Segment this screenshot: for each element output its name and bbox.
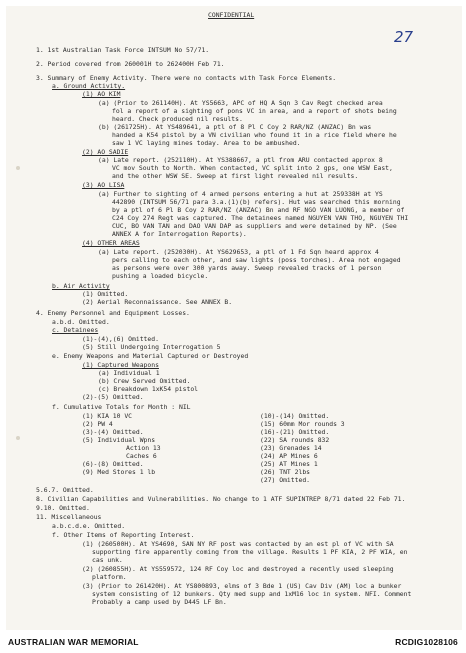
handwritten-page-number: 27 (394, 28, 414, 46)
punch-hole (16, 166, 20, 170)
text-line: (6)-(8) Omitted. (82, 460, 144, 468)
document-page (6, 6, 462, 630)
text-line: Probably a camp used by D445 LF Bn. (92, 598, 227, 606)
text-line: supporting fire apparently coming from the village. Results 1 PF KIA, 2 PF WIA, en (92, 548, 408, 556)
text-line: (b) (261725H). At YS489641, a ptl of 8 Pl C Coy 2 RAR/NZ (ANZAC) Bn was (98, 123, 372, 131)
text-line: 3. Summary of Enemy Activity. There were no contacts with Task Force Elements. (36, 74, 337, 82)
text-line: e. Enemy Weapons and Material Captured or Destroyed (52, 352, 249, 360)
text-line: pushing a loaded bicycle. (112, 272, 209, 280)
text-line: (27) Omitted. (260, 476, 311, 484)
text-line: (25) AT Mines 1 (260, 460, 318, 468)
text-line: saw 1 VC laying mines today. Area to be ambushed. (112, 139, 301, 147)
text-line: Caches 6 (126, 452, 157, 460)
footer-archive-id: RCDIG1028106 (395, 637, 458, 647)
text-line: C24 Coy 274 Regt was captured. The detainees named NGUYEN VAN THO, NGUYEN THI (112, 214, 409, 222)
text-line: pers calling to each other, and saw lights (poss torches). Area not engaged (112, 256, 401, 264)
footer-archive-name: AUSTRALIAN WAR MEMORIAL (8, 637, 139, 647)
text-line: (1) KIA 10 VC (82, 412, 133, 420)
text-line: (23) Grenades 14 (260, 444, 322, 452)
text-line: a. Ground Activity. (52, 82, 126, 90)
text-line: (a) Late report. (252110H). At YS388667, a ptl from ARU contacted approx 8 (98, 156, 383, 164)
text-line: f. Other Items of Reporting Interest. (52, 531, 195, 539)
text-line: CONFIDENTIAL (208, 11, 255, 19)
text-line: system consisting of 12 bunkers. Qty med supp and 1xM16 loc in system. NFI. Comment (92, 590, 412, 598)
text-line: (9) Med Stores 1 lb (82, 468, 156, 476)
text-line: (2) PW 4 (82, 420, 113, 428)
text-line: (a) Late report. (252030H). At YS629653, a ptl of 1 Fd Sqn heard approx 4 (98, 248, 379, 256)
text-line: (a) (Prior to 261140H). At YS5663, APC of HQ A Sqn 3 Cav Regt checked area (98, 99, 383, 107)
text-line: (1) Omitted. (82, 290, 129, 298)
text-line: (c) Breakdown 1xK54 pistol (98, 385, 199, 393)
text-line: (a) Individual 1 (98, 369, 160, 377)
text-line: (10)-(14) Omitted. (260, 412, 330, 420)
text-line: 2. Period covered from 260001H to 262400H Feb 71. (36, 60, 225, 68)
text-line: heard. Check produced nil results. (112, 115, 243, 123)
text-line: (2) Aerial Reconnaissance. See ANNEX B. (82, 298, 233, 306)
text-line: (2) (260855H). At YS559572, 124 RF Coy loc and destroyed a recently used sleeping (82, 565, 394, 573)
text-line: 11. Miscellaneous (36, 513, 102, 521)
text-line: Action 13 (126, 444, 161, 452)
text-line: f. Cumulative Totals for Month : NIL (52, 403, 191, 411)
text-line: (24) AP Mines 6 (260, 452, 318, 460)
text-line: (15) 60mm Mor rounds 3 (260, 420, 345, 428)
text-line: (5) Still Undergoing Interrogation 5 (82, 343, 221, 351)
text-line: (b) Crew Served Omitted. (98, 377, 191, 385)
text-line: as persons were over 300 yards away. Sweep revealed tracks of 1 person (112, 264, 382, 272)
text-line: (3) AO LISA (82, 181, 125, 189)
text-line: and the other WSW SE. Sweep at first light revealed nil results. (112, 172, 359, 180)
text-line: (1)-(4),(6) Omitted. (82, 335, 159, 343)
text-line: b. Air Activity (52, 282, 110, 290)
text-line: platform. (92, 573, 127, 581)
text-line: (26) TNT 2lbs (260, 468, 311, 476)
text-line: (1) Captured Weapons (82, 361, 159, 369)
text-line: (3) (Prior to 261420H). At YS800893, elms of 3 Bde 1 (US) Cav Div (AM) loc a bunker (82, 582, 402, 590)
text-line: by a ptl of 6 Pl B Coy 2 RAR/NZ (ANZAC) Bn and RF NGO VAN LUONG, a member of (112, 206, 405, 214)
text-line: ANNEX A for Interrogation Reports). (112, 230, 247, 238)
text-line: 8. Civilian Capabilities and Vulnerabilities. No change to 1 ATF SUPINTREP 8/71 dated 22 Feb 71. (36, 495, 406, 503)
text-line: cas unk. (92, 556, 123, 564)
text-line: (3)-(4) Omitted. (82, 428, 144, 436)
text-line: fol a report of a sighting of pons VC in area, and a report of shots being (112, 107, 397, 115)
text-line: 9.10. Omitted. (36, 504, 90, 512)
text-line: VC mov South to North. When contacted, VC split into 2 gps, one WSW East, (112, 164, 393, 172)
text-line: 442890 (INTSUM 56/71 para 3.a.(1)(b) refers). Hut was searched this morning (112, 198, 401, 206)
text-line: (1) AO KIM (82, 90, 121, 98)
text-line: (5) Individual Wpns (82, 436, 156, 444)
text-line: (2) AO SADIE (82, 148, 129, 156)
text-line: handed a K54 pistol by a VN civilian who found it in a rice field where he (112, 131, 397, 139)
text-line: 5.6.7. Omitted. (36, 486, 94, 494)
text-line: (a) Further to sighting of 4 armed persons entering a hut at 259338H at YS (98, 190, 383, 198)
text-line: (16)-(21) Omitted. (260, 428, 330, 436)
text-line: a.b.c.d.e. Omitted. (52, 522, 126, 530)
text-line: c. Detainees (52, 326, 99, 334)
punch-hole (16, 436, 20, 440)
text-line: 1. 1st Australian Task Force INTSUM No 57/71. (36, 46, 210, 54)
text-line: a.b.d. Omitted. (52, 318, 110, 326)
text-line: 4. Enemy Personnel and Equipment Losses. (36, 309, 190, 317)
text-line: (2)-(5) Omitted. (82, 393, 144, 401)
text-line: (4) OTHER AREAS (82, 239, 140, 247)
text-line: (1) (260500H). At YS4690, SAN NY RF post was contacted by an est pl of VC with SA (82, 540, 394, 548)
text-line: CUC, BO VAN TAN and DAO VAN DAP as suppliers and were detained by NP. (See (112, 222, 397, 230)
text-line: (22) SA rounds 832 (260, 436, 330, 444)
